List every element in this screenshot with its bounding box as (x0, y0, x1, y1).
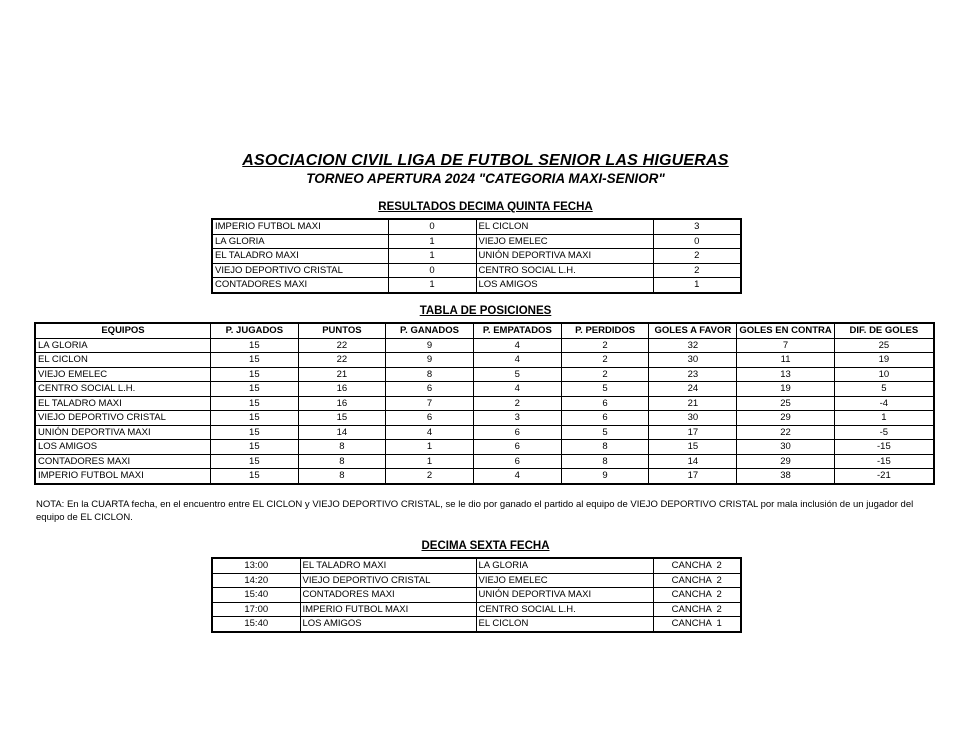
column-header: P. GANADOS (386, 323, 474, 338)
table-row (212, 278, 741, 293)
stat-cell: 29 (737, 411, 834, 426)
table-row (212, 602, 741, 617)
stat-cell: -15 (834, 454, 934, 469)
stat-cell: 15 (211, 469, 299, 484)
stat-cell: 6 (473, 425, 561, 440)
team-name-cell: VIEJO EMELEC (35, 367, 211, 382)
stat-cell: 4 (473, 353, 561, 368)
stat-cell: 14 (649, 454, 737, 469)
stat-cell: 19 (834, 353, 934, 368)
table-row (212, 573, 741, 588)
table-row (212, 263, 741, 278)
standings-header-row (35, 323, 934, 338)
stat-cell: 29 (737, 454, 834, 469)
stat-cell: 21 (649, 396, 737, 411)
home-team-cell: VIEJO DEPORTIVO CRISTAL (212, 263, 388, 278)
stat-cell: 10 (834, 367, 934, 382)
stat-cell: 9 (386, 353, 474, 368)
stat-cell: 6 (386, 382, 474, 397)
stat-cell: 16 (298, 396, 385, 411)
team-name-cell: VIEJO DEPORTIVO CRISTAL (35, 411, 211, 426)
column-header: P. EMPATADOS (473, 323, 561, 338)
column-header: PUNTOS (298, 323, 385, 338)
stat-cell: 15 (298, 411, 385, 426)
home-goals-cell: 1 (388, 278, 476, 293)
away-goals-cell: 3 (653, 219, 741, 234)
table-row (212, 558, 741, 573)
stat-cell: 6 (473, 440, 561, 455)
table-row (35, 353, 934, 368)
team-name-cell: CENTRO SOCIAL L.H. (35, 382, 211, 397)
team-name-cell: IMPERIO FUTBOL MAXI (35, 469, 211, 484)
away-team-cell: LOS AMIGOS (476, 278, 653, 293)
home-team-cell: CONTADORES MAXI (212, 278, 388, 293)
table-row (212, 249, 741, 264)
away-goals-cell: 2 (653, 249, 741, 264)
home-team-cell: EL TALADRO MAXI (300, 558, 476, 573)
home-goals-cell: 1 (388, 234, 476, 249)
away-team-cell: VIEJO EMELEC (476, 234, 653, 249)
stat-cell: 15 (211, 411, 299, 426)
stat-cell: 32 (649, 338, 737, 353)
stat-cell: 15 (211, 353, 299, 368)
stat-cell: 4 (386, 425, 474, 440)
home-goals-cell: 1 (388, 249, 476, 264)
team-name-cell: EL CICLON (35, 353, 211, 368)
table-row (212, 219, 741, 234)
stat-cell: -21 (834, 469, 934, 484)
table-row (212, 617, 741, 632)
stat-cell: 15 (211, 382, 299, 397)
table-row (212, 588, 741, 603)
column-header: EQUIPOS (35, 323, 211, 338)
away-goals-cell: 2 (653, 263, 741, 278)
column-header: DIF. DE GOLES (834, 323, 934, 338)
column-header: P. PERDIDOS (561, 323, 649, 338)
field-cell: CANCHA 2 (653, 573, 741, 588)
field-cell: CANCHA 2 (653, 588, 741, 603)
stat-cell: 5 (473, 367, 561, 382)
column-header: GOLES EN CONTRA (737, 323, 834, 338)
stat-cell: 8 (298, 440, 385, 455)
stat-cell: 15 (211, 425, 299, 440)
stat-cell: 11 (737, 353, 834, 368)
away-team-cell: CENTRO SOCIAL L.H. (476, 263, 653, 278)
stat-cell: 4 (473, 338, 561, 353)
stat-cell: 6 (473, 454, 561, 469)
match-time-cell: 17:00 (212, 602, 300, 617)
table-row (35, 454, 934, 469)
column-header: P. JUGADOS (211, 323, 299, 338)
stat-cell: 7 (737, 338, 834, 353)
away-goals-cell: 1 (653, 278, 741, 293)
standings-table (34, 322, 935, 485)
stat-cell: 38 (737, 469, 834, 484)
stat-cell: -5 (834, 425, 934, 440)
away-team-cell: EL CICLON (476, 219, 653, 234)
stat-cell: 30 (737, 440, 834, 455)
stat-cell: 5 (834, 382, 934, 397)
field-cell: CANCHA 2 (653, 558, 741, 573)
stat-cell: 1 (386, 454, 474, 469)
stat-cell: 8 (298, 469, 385, 484)
stat-cell: 15 (211, 367, 299, 382)
stat-cell: 3 (473, 411, 561, 426)
away-goals-cell: 0 (653, 234, 741, 249)
away-team-cell: UNIÓN DEPORTIVA MAXI (476, 588, 653, 603)
home-team-cell: VIEJO DEPORTIVO CRISTAL (300, 573, 476, 588)
table-row (35, 338, 934, 353)
table-row (35, 425, 934, 440)
stat-cell: 22 (298, 353, 385, 368)
stat-cell: 8 (386, 367, 474, 382)
stat-cell: 2 (386, 469, 474, 484)
table-row (35, 396, 934, 411)
stat-cell: 4 (473, 382, 561, 397)
field-cell: CANCHA 2 (653, 602, 741, 617)
away-team-cell: VIEJO EMELEC (476, 573, 653, 588)
stat-cell: 5 (561, 425, 649, 440)
stat-cell: 7 (386, 396, 474, 411)
away-team-cell: EL CICLON (476, 617, 653, 632)
stat-cell: 1 (834, 411, 934, 426)
column-header: GOLES A FAVOR (649, 323, 737, 338)
home-team-cell: LA GLORIA (212, 234, 388, 249)
standings-title: TABLA DE POSICIONES (419, 305, 552, 317)
table-row (35, 440, 934, 455)
field-cell: CANCHA 1 (653, 617, 741, 632)
stat-cell: 9 (561, 469, 649, 484)
match-time-cell: 15:40 (212, 588, 300, 603)
table-row (35, 469, 934, 484)
home-team-cell: LOS AMIGOS (300, 617, 476, 632)
stat-cell: 14 (298, 425, 385, 440)
match-time-cell: 13:00 (212, 558, 300, 573)
stat-cell: 1 (386, 440, 474, 455)
home-goals-cell: 0 (388, 263, 476, 278)
stat-cell: 8 (561, 440, 649, 455)
stat-cell: 21 (298, 367, 385, 382)
home-team-cell: IMPERIO FUTBOL MAXI (300, 602, 476, 617)
match-time-cell: 15:40 (212, 617, 300, 632)
home-goals-cell: 0 (388, 219, 476, 234)
document-subtitle: TORNEO APERTURA 2024 "CATEGORIA MAXI-SENIOR" (306, 171, 665, 186)
stat-cell: 5 (561, 382, 649, 397)
stat-cell: 30 (649, 411, 737, 426)
fixtures-title: DECIMA SEXTA FECHA (421, 540, 550, 552)
stat-cell: 25 (834, 338, 934, 353)
away-team-cell: LA GLORIA (476, 558, 653, 573)
stat-cell: 15 (211, 338, 299, 353)
stat-cell: 9 (386, 338, 474, 353)
stat-cell: -4 (834, 396, 934, 411)
stat-cell: 15 (649, 440, 737, 455)
home-team-cell: CONTADORES MAXI (300, 588, 476, 603)
stat-cell: 25 (737, 396, 834, 411)
stat-cell: 15 (211, 440, 299, 455)
stat-cell: 8 (298, 454, 385, 469)
table-row (35, 382, 934, 397)
table-row (35, 367, 934, 382)
away-team-cell: UNIÓN DEPORTIVA MAXI (476, 249, 653, 264)
team-name-cell: EL TALADRO MAXI (35, 396, 211, 411)
stat-cell: 16 (298, 382, 385, 397)
stat-cell: 24 (649, 382, 737, 397)
home-team-cell: IMPERIO FUTBOL MAXI (212, 219, 388, 234)
stat-cell: 17 (649, 469, 737, 484)
results-table (211, 218, 742, 294)
team-name-cell: LA GLORIA (35, 338, 211, 353)
stat-cell: 30 (649, 353, 737, 368)
stat-cell: 8 (561, 454, 649, 469)
team-name-cell: CONTADORES MAXI (35, 454, 211, 469)
stat-cell: 2 (473, 396, 561, 411)
stat-cell: 22 (737, 425, 834, 440)
stat-cell: 17 (649, 425, 737, 440)
team-name-cell: LOS AMIGOS (35, 440, 211, 455)
fixtures-table (211, 557, 742, 633)
stat-cell: -15 (834, 440, 934, 455)
table-row (212, 234, 741, 249)
stat-cell: 6 (561, 411, 649, 426)
stat-cell: 15 (211, 396, 299, 411)
stat-cell: 15 (211, 454, 299, 469)
stat-cell: 6 (386, 411, 474, 426)
stat-cell: 6 (561, 396, 649, 411)
stat-cell: 2 (561, 338, 649, 353)
stat-cell: 19 (737, 382, 834, 397)
team-name-cell: UNIÓN DEPORTIVA MAXI (35, 425, 211, 440)
stat-cell: 4 (473, 469, 561, 484)
stat-cell: 2 (561, 353, 649, 368)
away-team-cell: CENTRO SOCIAL L.H. (476, 602, 653, 617)
home-team-cell: EL TALADRO MAXI (212, 249, 388, 264)
stat-cell: 23 (649, 367, 737, 382)
table-row (35, 411, 934, 426)
note-text: NOTA: En la CUARTA fecha, en el encuentro entre EL CICLON y VIEJO DEPORTIVO CRISTAL, se le dio por ganado el partido al equipo de VIEJO DEPORTIVO CRISTAL por mala inclusión de un jugador del equipo de EL CICLON. (36, 499, 914, 523)
match-time-cell: 14:20 (212, 573, 300, 588)
document-title: ASOCIACION CIVIL LIGA DE FUTBOL SENIOR LAS HIGUERAS (242, 152, 729, 169)
results-title: RESULTADOS DECIMA QUINTA FECHA (378, 201, 593, 213)
stat-cell: 2 (561, 367, 649, 382)
stat-cell: 22 (298, 338, 385, 353)
stat-cell: 13 (737, 367, 834, 382)
